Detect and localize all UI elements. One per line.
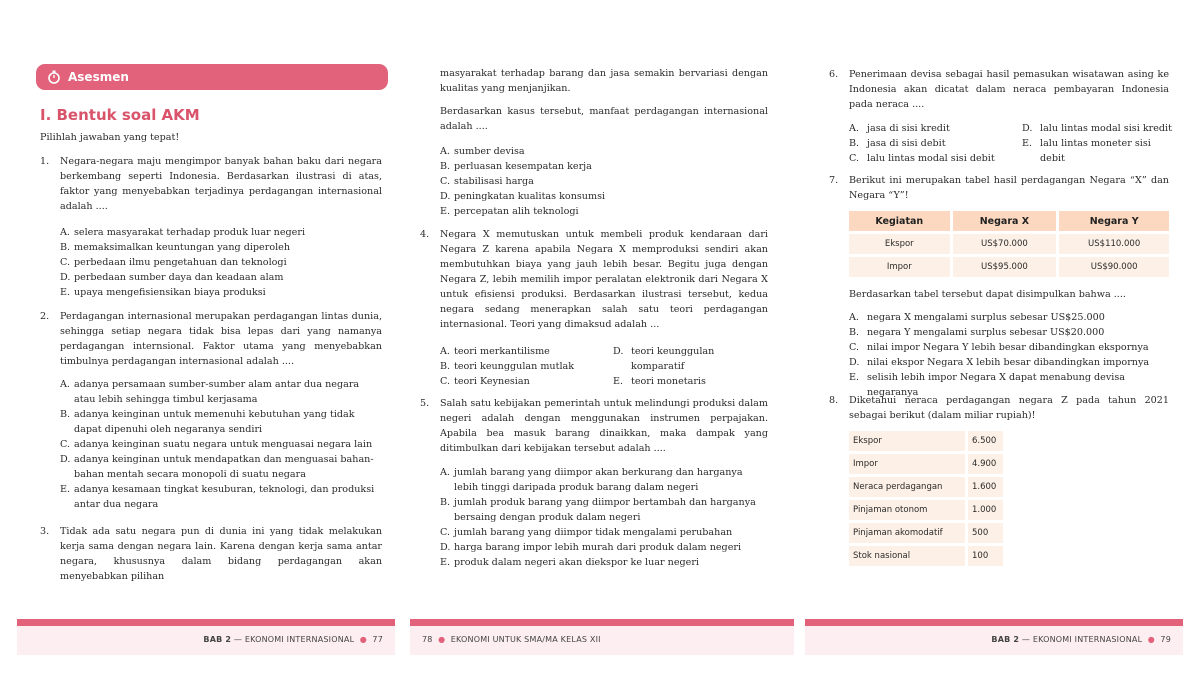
table-row: Ekspor US$70.000 US$110.000 xyxy=(849,234,1169,254)
question-2: 2. Perdagangan internasional merupakan perdagangan lintas dunia, sehingga setiap negara tidak bisa lepas dari yang namanya perdagangan internsional. Faktor utama yang menyebabkan timbulnya perdagangan internasional adalah .... xyxy=(40,311,382,367)
option[interactable]: B. perluasan kesempatan kerja xyxy=(440,161,592,172)
q1-options xyxy=(60,225,382,300)
option[interactable]: B. jasa di sisi debit xyxy=(849,138,946,149)
page-number: 77 xyxy=(372,635,383,644)
page-footer: BAB 2 — EKONOMI INTERNASIONAL ● 77 xyxy=(17,619,395,655)
section-heading: I. Bentuk soal AKM xyxy=(40,106,200,124)
q2-options xyxy=(60,377,378,512)
question-3-continued: masyarakat terhadap barang dan jasa semakin bervariasi dengan kualitas yang menjanjikan. xyxy=(440,68,768,94)
option[interactable]: E. percepatan alih teknologi xyxy=(440,206,579,217)
option[interactable]: B. teori keunggulan mutlak xyxy=(440,361,575,372)
option[interactable]: A. teori merkantilisme xyxy=(440,346,550,357)
table-header: Kegiatan xyxy=(849,211,950,231)
option[interactable]: B. negara Y mengalami surplus sebesar US$20.000 xyxy=(849,327,1105,338)
option[interactable]: B. jumlah produk barang yang diimpor bertambah dan harganya bersaing dengan produk dalam negeri xyxy=(440,497,756,523)
instruction: Pilihlah jawaban yang tepat! xyxy=(40,132,180,143)
table-header-row xyxy=(849,211,1169,231)
option[interactable]: A. jasa di sisi kredit xyxy=(849,123,950,134)
option[interactable]: E. lalu lintas moneter sisi debit xyxy=(1022,138,1151,164)
option[interactable]: C. lalu lintas modal sisi debit xyxy=(849,153,995,164)
option[interactable]: A. adanya persamaan sumber-sumber alam antar dua negara atau lebih sehingga timbul kerjasama xyxy=(60,379,360,405)
question-3: 3. Tidak ada satu negara pun di dunia ini yang tidak melakukan kerja sama dengan negara lain. Karena dengan kerja sama antar negara, khususnya dalam bidang perdagangan akan menyebabkan pilihan xyxy=(40,526,382,582)
option[interactable]: D. peningkatan kualitas konsumsi xyxy=(440,191,606,202)
question-3-stem: Berdasarkan kasus tersebut, manfaat perdagangan internasional adalah .... xyxy=(440,106,768,132)
table-row: Pinjaman akomodatif 500 xyxy=(849,523,1003,543)
table-header: Negara X xyxy=(953,211,1057,231)
table-row: Neraca perdagangan 1.600 xyxy=(849,477,1003,497)
q7-options xyxy=(849,310,1173,400)
table-row: Ekspor 6.500 xyxy=(849,431,1003,451)
question-6: 6. Penerimaan devisa sebagai hasil pemasukan wisatawan asing ke Indonesia akan dicatat dalam neraca pembayaran Indonesia pada neraca .... xyxy=(829,69,1169,110)
table-row: Stok nasional 100 xyxy=(849,546,1003,566)
option[interactable]: D. teori keunggulan komparatif xyxy=(613,346,715,372)
banner-label: Asesmen xyxy=(68,70,129,84)
option[interactable]: A. selera masyarakat terhadap produk luar negeri xyxy=(60,227,306,238)
question-text: Tidak ada satu negara pun di dunia ini yang tidak melakukan kerja sama dengan negara lain. Karena dengan kerja sama antar negara, khususnya dalam bidang perdagangan akan menyebabkan pilihan xyxy=(60,526,382,582)
question-4: 4. Negara X memutuskan untuk membeli produk kendaraan dari Negara Z karena apabila Negara X memproduksi sendiri akan membutuhkan biaya yang jauh lebih besar. Begitu juga dengan Negara Z, lebih memilih impor peralatan elektronik dari Negara X untuk efisiensi produksi. Berdasarkan ilustrasi tersebut, kedua negara sedang menerapkan salah satu teori perdagangan internasional. Teori yang dimaksud adalah ... xyxy=(420,229,768,330)
question-text: Negara-negara maju mengimpor banyak bahan baku dari negara berkembang seperti Indonesia. Berdasarkan ilustrasi di atas, faktor yang menyebabkan terjadinya perdagangan internasional adalah .... xyxy=(60,156,382,212)
option[interactable]: E. selisih lebih impor Negara X dapat menabung devisa negaranya xyxy=(849,372,1125,398)
question-8: 8. Diketahui neraca perdagangan negara Z pada tahun 2021 sebagai berikut (dalam miliar rupiah)! xyxy=(829,395,1169,421)
option[interactable]: A. jumlah barang yang diimpor akan berkurang dan harganya lebih tinggi daripada produk barang dalam negeri xyxy=(440,467,743,493)
question-text: Perdagangan internasional merupakan perdagangan lintas dunia, sehingga setiap negara tidak bisa lepas dari yang namanya perdagangan internsional. Faktor utama yang menyebabkan timbulnya perdagangan internasional adalah .... xyxy=(60,311,382,367)
option[interactable]: C. perbedaan ilmu pengetahuan dan teknologi xyxy=(60,257,287,268)
option[interactable]: C. teori Keynesian xyxy=(440,376,530,387)
q4-options-left xyxy=(440,344,610,389)
trade-balance-table xyxy=(846,428,1006,569)
asesmen-banner xyxy=(36,64,388,90)
option[interactable]: A. sumber devisa xyxy=(440,146,525,157)
question-text: Salah satu kebijakan pemerintah untuk melindungi produksi dalam negeri adalah dengan menggunakan instrumen perpajakan. Apabila bea masuk barang dinaikkan, maka dampak yang ditimbulkan dari kebijakan tersebut adalah .... xyxy=(440,398,768,454)
q6-options-right xyxy=(1022,121,1172,166)
option[interactable]: C. adanya keinginan suatu negara untuk menguasai negara lain xyxy=(60,439,373,450)
table-row: Impor 4.900 xyxy=(849,454,1003,474)
option[interactable]: D. perbedaan sumber daya dan keadaan alam xyxy=(60,272,284,283)
page-footer: BAB 2 — EKONOMI INTERNASIONAL ● 79 xyxy=(805,619,1183,655)
question-text: Negara X memutuskan untuk membeli produk kendaraan dari Negara Z karena apabila Negara X memproduksi sendiri akan membutuhkan biaya yang jauh lebih besar. Begitu juga dengan Negara Z, lebih memilih impor peralatan elektronik dari Negara X untuk efisiensi produksi. Berdasarkan ilustrasi tersebut, kedua negara sedang menerapkan salah satu teori perdagangan internasional. Teori yang dimaksud adalah ... xyxy=(440,229,768,330)
page-78 xyxy=(405,0,800,675)
page-77 xyxy=(0,0,400,675)
option[interactable]: D. nilai ekspor Negara X lebih besar dibandingkan impornya xyxy=(849,357,1150,368)
table-row: Pinjaman otonom 1.000 xyxy=(849,500,1003,520)
option[interactable]: D. harga barang impor lebih murah dari produk dalam negeri xyxy=(440,542,742,553)
q6-options-left xyxy=(849,121,1019,166)
option[interactable]: C. jumlah barang yang diimpor tidak mengalami perubahan xyxy=(440,527,733,538)
option[interactable]: C. stabilisasi harga xyxy=(440,176,534,187)
q3-options xyxy=(440,144,768,219)
option[interactable]: C. nilai impor Negara Y lebih besar dibandingkan ekspornya xyxy=(849,342,1149,353)
option[interactable]: B. memaksimalkan keuntungan yang diperoleh xyxy=(60,242,291,253)
question-text: Berikut ini merupakan tabel hasil perdagangan Negara “X” dan Negara “Y”! xyxy=(849,175,1169,201)
option[interactable]: E. produk dalam negeri akan diekspor ke luar negeri xyxy=(440,557,699,568)
q5-options xyxy=(440,465,768,570)
page-number: 78 xyxy=(422,635,433,644)
table-row: Impor US$95.000 US$90.000 xyxy=(849,257,1169,277)
question-7: 7. Berikut ini merupakan tabel hasil perdagangan Negara “X” dan Negara “Y”! xyxy=(829,175,1169,201)
page-79 xyxy=(800,0,1200,675)
page-footer: 78 ● EKONOMI UNTUK SMA/MA KELAS XII xyxy=(410,619,794,655)
trade-table-xy xyxy=(846,208,1172,280)
question-1: 1. Negara-negara maju mengimpor banyak bahan baku dari negara berkembang seperti Indonesia. Berdasarkan ilustrasi di atas, faktor yang menyebabkan terjadinya perdagangan internasional adalah .... xyxy=(40,156,382,212)
table-header: Negara Y xyxy=(1059,211,1169,231)
option[interactable]: D. lalu lintas modal sisi kredit xyxy=(1022,123,1172,134)
option[interactable]: E. teori monetaris xyxy=(613,376,706,387)
q4-options-right xyxy=(613,344,743,389)
page-number: 79 xyxy=(1160,635,1171,644)
question-7-stem: Berdasarkan tabel tersebut dapat disimpulkan bahwa .... xyxy=(849,289,1126,300)
question-text: Diketahui neraca perdagangan negara Z pada tahun 2021 sebagai berikut (dalam miliar rupiah)! xyxy=(849,395,1169,421)
option[interactable]: A. negara X mengalami surplus sebesar US$25.000 xyxy=(849,312,1105,323)
option[interactable]: B. adanya keinginan untuk memenuhi kebutuhan yang tidak dapat dipenuhi oleh negaranya sendiri xyxy=(60,409,355,435)
question-5: 5. Salah satu kebijakan pemerintah untuk melindungi produksi dalam negeri adalah dengan menggunakan instrumen perpajakan. Apabila bea masuk barang dinaikkan, maka dampak yang ditimbulkan dari kebijakan tersebut adalah .... xyxy=(420,398,768,454)
option[interactable]: D. adanya keinginan untuk mendapatkan dan menguasai bahan-bahan mentah secara monopoli di suatu negara xyxy=(60,454,374,480)
stopwatch-icon xyxy=(47,70,61,84)
option[interactable]: E. adanya kesamaan tingkat kesuburan, teknologi, dan produksi antar dua negara xyxy=(60,484,375,510)
option[interactable]: E. upaya mengefisiensikan biaya produksi xyxy=(60,287,266,298)
question-text: Penerimaan devisa sebagai hasil pemasukan wisatawan asing ke Indonesia akan dicatat dalam neraca pembayaran Indonesia pada neraca .... xyxy=(849,69,1169,110)
